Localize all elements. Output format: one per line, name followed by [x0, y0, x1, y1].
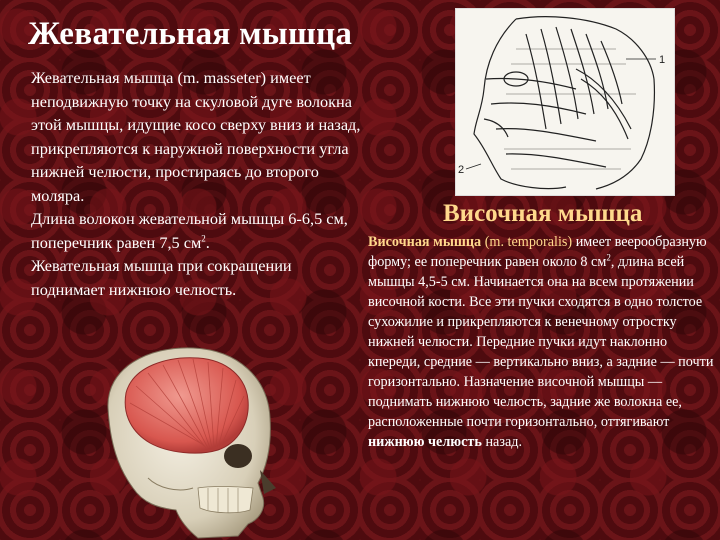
figure-label-1: 1	[659, 54, 666, 66]
temporal-text-2: , длина всей мышцы 4,5-5 см. Начинается она на всем протяжении височной кости. Все эти пучки сходятся в одно толстое сухожилие и прикрепляются к венечному отростку нижней челюсти. Передние пучки идут наклонно кпереди, средние — вертикально вниз, а задние — почти горизонтально. Назначение височной мышцы — поднимать нижнюю челюсть, задние же волокна ее, расположенные почти горизонтально, оттягивают	[368, 254, 714, 430]
facial-muscles-drawing	[455, 8, 675, 196]
temporal-bold-term: нижнюю челюсть	[368, 434, 482, 450]
temporal-heading: Височная мышца	[443, 200, 643, 227]
superscript: 2	[201, 233, 206, 244]
superscript: 2	[606, 252, 611, 263]
temporal-text-1: имеет веерообразную форму; ее поперечник равен около 8 см	[368, 234, 707, 270]
temporal-latin: (m. temporalis)	[481, 234, 573, 250]
period: .	[205, 232, 210, 252]
temporal-text-3: назад.	[481, 434, 523, 450]
temporal-lead: Височная мышца	[368, 234, 482, 250]
masseter-description	[31, 66, 361, 301]
masseter-paragraph-3: Жевательная мышца при сокращении поднимает нижнюю челюсть.	[31, 256, 292, 299]
masseter-length-text: Длина волокон жевательной мышцы 6-6,5 см, поперечник равен 7,5 см	[31, 209, 348, 252]
temporal-description	[368, 232, 714, 452]
slide-title: Жевательная мышца	[28, 16, 353, 52]
skull-temporal-muscle-image	[88, 338, 280, 540]
figure-label-2: 2	[458, 164, 465, 176]
masseter-paragraph-2	[31, 207, 361, 254]
masseter-paragraph-1: Жевательная мышца (m. masseter) имеет неподвижную точку на скуловой дуге волокна этой мышцы, идущие косо сверху вниз и назад, прикрепляются к наружной поверхности угла нижней челюсти, простираясь до второго моляра.	[31, 68, 361, 205]
